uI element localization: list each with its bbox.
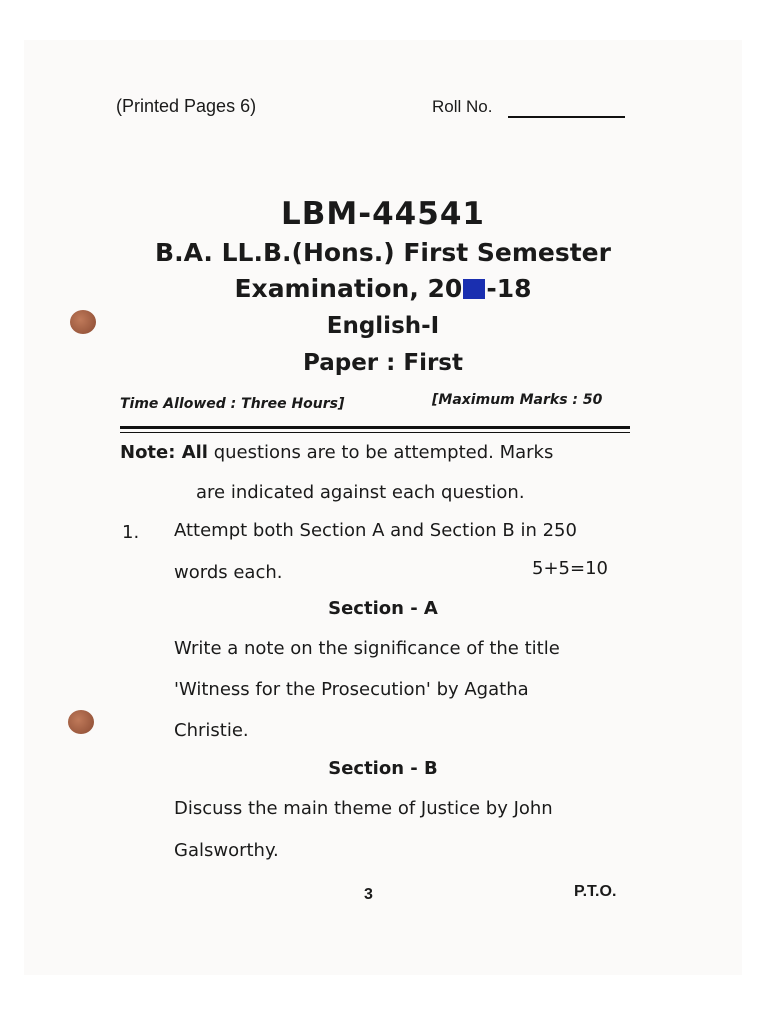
section-a-line-2: 'Witness for the Prosecution' by Agatha [174,679,529,700]
note-label: Note: All [120,442,208,463]
roll-no-blank [508,116,625,118]
section-a-line-3: Christie. [174,720,249,741]
note-line-2: are indicated against each question. [196,482,525,503]
exam-title [24,274,742,303]
section-b-line-1: Discuss the main theme of Justice by John [174,798,553,819]
maximum-marks: [Maximum Marks : 50 [432,392,603,408]
divider-thin [120,432,630,433]
ink-redaction-mark [463,279,485,299]
exam-paper-page [24,40,742,975]
exam-title-prefix: Examination, 20 [234,274,463,303]
note-text: questions are to be attempted. Marks [207,442,554,463]
printed-pages: (Printed Pages 6) [116,96,257,116]
divider-thick [120,426,630,429]
section-b-line-2: Galsworthy. [174,840,279,861]
question-marks: 5+5=10 [532,558,608,579]
question-number: 1. [122,522,140,543]
paper-code: LBM-44541 [281,196,485,232]
section-a-line-1: Write a note on the significance of the title [174,638,560,659]
paper-title: Paper : First [302,350,463,376]
question-line-2: words each. [174,562,283,583]
roll-no-label: Roll No. [432,97,493,116]
course-title: B.A. LL.B.(Hons.) First Semester [155,238,611,267]
subject-title: English-I [326,313,440,339]
punch-hole-bottom [68,710,94,734]
time-allowed: Time Allowed : Three Hours] [120,396,345,412]
note-line-1 [120,442,553,463]
section-a-heading: Section - A [328,598,438,619]
question-line-1: Attempt both Section A and Section B in 250 [174,520,577,541]
pto-label: P.T.O. [574,883,617,900]
page-number: 3 [364,886,373,903]
exam-title-suffix: -18 [486,274,532,303]
section-b-heading: Section - B [328,758,438,779]
